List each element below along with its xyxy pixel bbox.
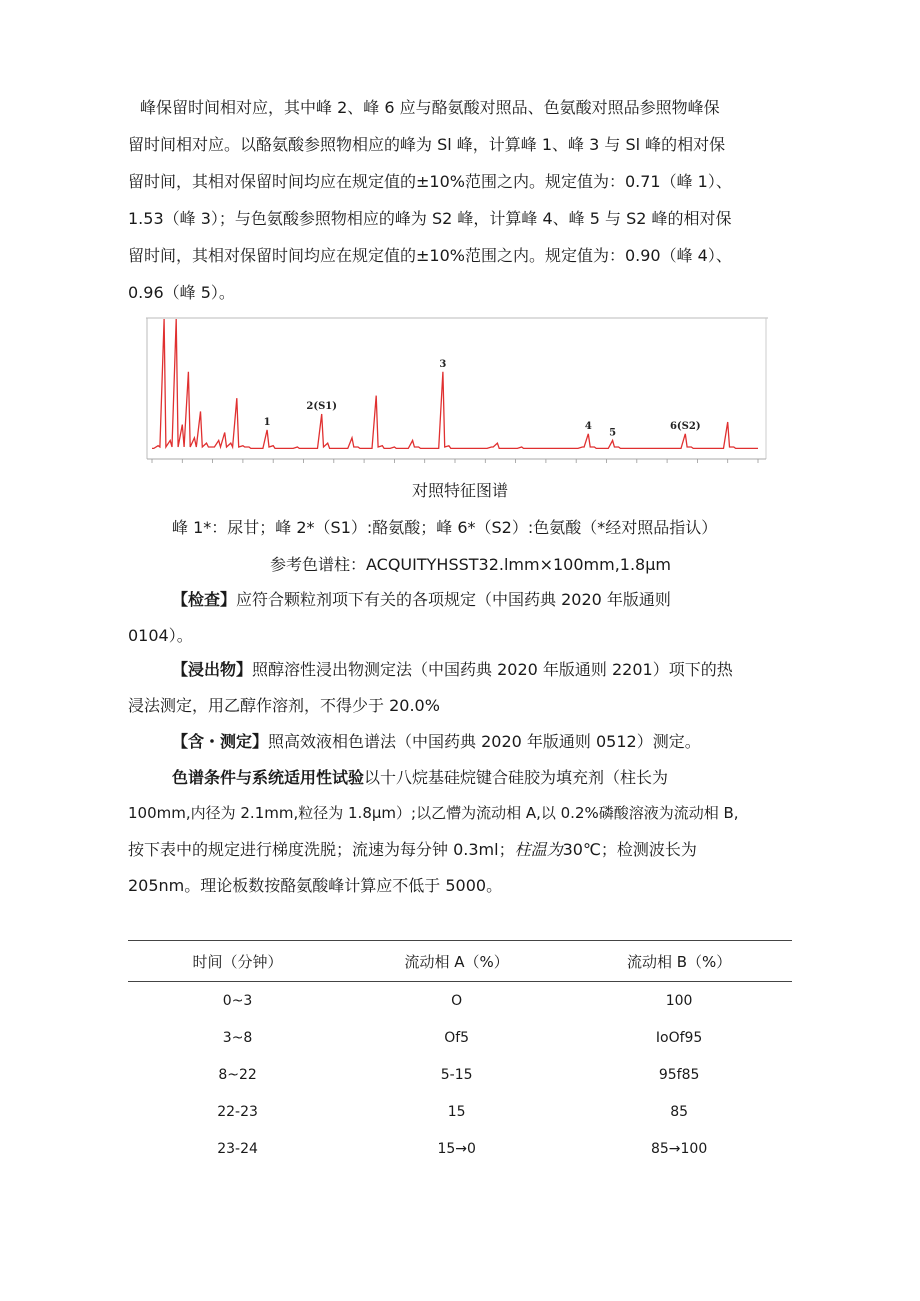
- table-row: [128, 1019, 792, 1056]
- check-line-1: [172, 590, 671, 610]
- cell-phase-a: Of5: [444, 1029, 470, 1046]
- cell-time: 23-24: [217, 1140, 258, 1157]
- conditions-line-4: 205nm。理论板数按酪氨酸峰计算应不低于 5000。: [128, 876, 503, 895]
- check-line-2: 0104）。: [128, 626, 193, 645]
- para-line-3: 留时间，其相对保留时间均应在规定值的±10%范围之内。规定值为：0.71（峰 1）、: [128, 172, 732, 191]
- cell-phase-a: 15→0: [437, 1140, 476, 1157]
- conditions-line-2: 100mm,内径为 2.1mm,粒径为 1.8μm）;以乙懵为流动相 A,以 0.2%磷酸溶液为流动相 B,: [128, 804, 739, 822]
- table-row: [128, 1130, 792, 1167]
- cell-time: 22-23: [217, 1103, 258, 1120]
- header-time: 时间（分钟）: [128, 941, 347, 982]
- conditions-text-1: 以十八烷基硅烷键合硅胶为填充剂（柱长为: [364, 768, 669, 787]
- cell-phase-a: 15: [447, 1103, 466, 1120]
- table-header-row: [128, 941, 792, 982]
- cell-time: 3~8: [222, 1029, 253, 1046]
- peak-label: 1: [263, 416, 271, 428]
- header-phase-b: 流动相 B（%）: [566, 941, 792, 982]
- gradient-table: [128, 940, 792, 1167]
- peak-label: 5: [609, 427, 617, 439]
- cell-phase-b: 85→100: [650, 1140, 708, 1157]
- cell-phase-b: IoOf95: [655, 1029, 703, 1046]
- para-line-4: 1.53（峰 3）；与色氨酸参照物相应的峰为 S2 峰，计算峰 4、峰 5 与 S2 峰的相对保: [128, 209, 732, 228]
- table-row: [128, 1093, 792, 1130]
- para-line-5: 留时间，其相对保留时间均应在规定值的±10%范围之内。规定值为：0.90（峰 4）、: [128, 246, 732, 265]
- cell-phase-b: 95f85: [658, 1066, 700, 1083]
- cell-phase-b: 100: [665, 992, 693, 1009]
- cell-phase-a: 5-15: [440, 1066, 473, 1083]
- conditions-text-3a: 按下表中的规定进行梯度洗脱；流速为每分钟 0.3ml；: [128, 840, 515, 859]
- extract-text: 照醇溶性浸出物测定法（中国药典 2020 年版通则 2201）项下的热: [252, 660, 733, 679]
- peak-label: 6(S2): [669, 420, 701, 432]
- check-heading: 【检查】: [172, 590, 237, 609]
- chart-caption: 对照特征图谱: [411, 481, 508, 500]
- table-row: [128, 982, 792, 1020]
- conditions-heading: 色谱条件与系统适用性试验: [172, 768, 365, 787]
- cell-phase-a: O: [451, 992, 463, 1009]
- table-row: [128, 1056, 792, 1093]
- assay-heading: 【含・测定】: [172, 732, 269, 751]
- chromatogram-chart: [146, 317, 768, 467]
- cell-time: 8~22: [218, 1066, 257, 1083]
- conditions-line-3: [128, 840, 697, 860]
- extract-heading: 【浸出物】: [172, 660, 253, 679]
- para-line-1: 峰保留时间相对应，其中峰 2、峰 6 应与酪氨酸对照品、色氨酸对照品参照物峰保: [140, 98, 720, 117]
- conditions-text-3b: 30℃；检测波长为: [562, 840, 697, 859]
- extract-line-2: 浸法测定，用乙醇作溶剂，不得少于 20.0%: [128, 696, 440, 715]
- cell-time: 0~3: [222, 992, 253, 1009]
- para-line-6: 0.96（峰 5）。: [128, 283, 235, 302]
- peak-label: 3: [439, 358, 447, 370]
- header-phase-a: 流动相 A（%）: [347, 941, 566, 982]
- column-note: 参考色谱柱：ACQUITYHSST32.lmm×100mm,1.8μm: [270, 555, 672, 574]
- para-line-2: 留时间相对应。以酪氨酸参照物相应的峰为 Sl 峰，计算峰 1、峰 3 与 Sl 峰的相对保: [128, 135, 726, 154]
- extract-line-1: [172, 660, 733, 680]
- cell-phase-b: 85: [670, 1103, 689, 1120]
- assay-text: 照高效液相色谱法（中国药典 2020 年版通则 0512）测定。: [268, 732, 701, 751]
- conditions-line-1: [172, 768, 668, 788]
- peak-label: 4: [584, 420, 592, 432]
- check-text: 应符合颗粒剂项下有关的各项规定（中国药典 2020 年版通则: [236, 590, 671, 609]
- assay-line: [172, 732, 701, 752]
- column-temp-label: 柱温为: [514, 840, 563, 859]
- peak-note: 峰 1*：尿甘；峰 2*（S1）:酪氨酸；峰 6*（S2）:色氨酸（*经对照品指认）: [172, 518, 718, 537]
- peak-label: 2(S1): [306, 401, 337, 413]
- chromatogram-trace: [152, 319, 758, 448]
